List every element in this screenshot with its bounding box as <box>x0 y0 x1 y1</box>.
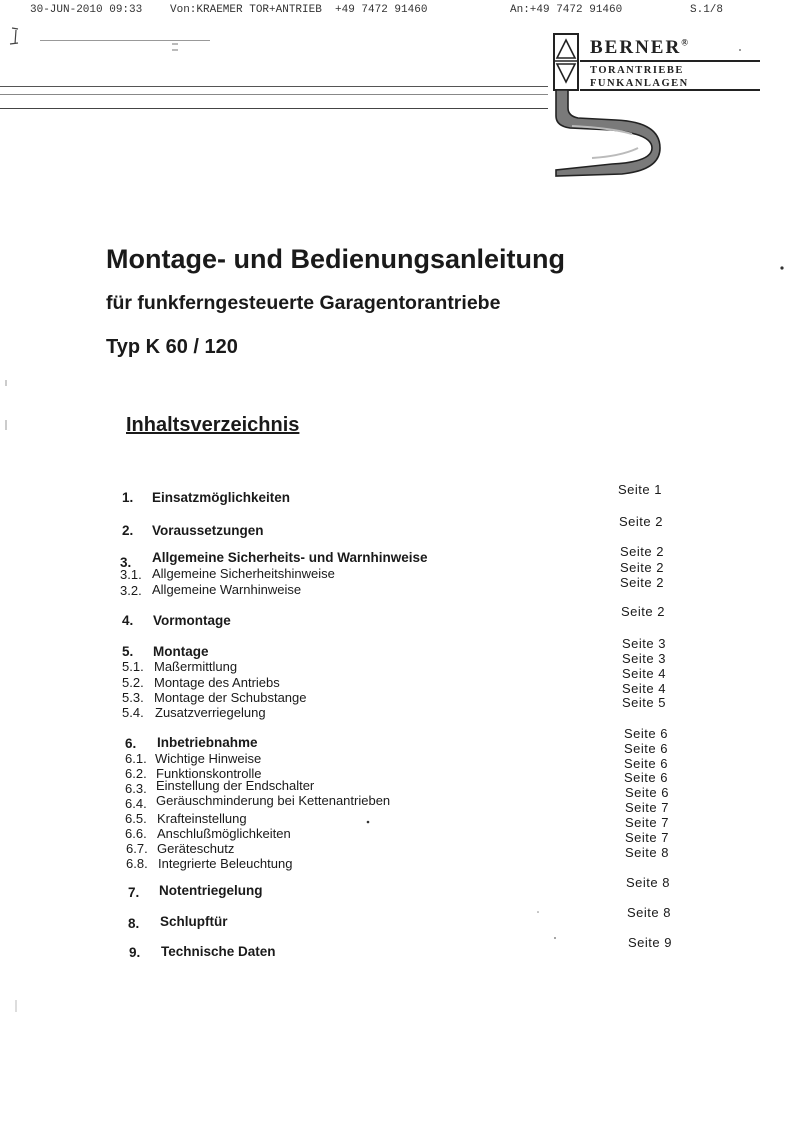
document-subtitle: für funkferngesteuerte Garagentorantriebe <box>106 292 501 314</box>
toc-entry-title: Krafteinstellung <box>157 811 247 826</box>
toc-entry-number: 7. <box>128 885 140 900</box>
toc-entry-page: Seite 2 <box>621 604 665 619</box>
toc-entry-page: Seite 7 <box>625 830 669 845</box>
toc-entry-page: Seite 2 <box>620 560 664 575</box>
toc-entry-number: 5.4. <box>122 705 144 720</box>
toc-entry-page: Seite 6 <box>625 785 669 800</box>
logo-line-torantriebe: TORANTRIEBE <box>590 65 684 76</box>
toc-entry-page: Seite 7 <box>625 800 669 815</box>
toc-entry-page: Seite 6 <box>624 741 668 756</box>
toc-entry-title: Schlupftür <box>160 914 228 929</box>
toc-entry-title: Voraussetzungen <box>152 523 264 538</box>
toc-entry-number: 5. <box>122 644 134 659</box>
toc-entry-number: 3.2. <box>120 583 142 598</box>
toc-entry-page: Seite 4 <box>622 666 666 681</box>
toc-entry-page: Seite 2 <box>620 544 664 559</box>
toc-entry-page: Seite 3 <box>622 651 666 666</box>
fax-datetime: 30-JUN-2010 09:33 <box>30 4 143 16</box>
toc-entry-number: 5.2. <box>122 675 144 690</box>
toc-entry-title: Integrierte Beleuchtung <box>158 856 293 871</box>
document-type: Typ K 60 / 120 <box>106 336 238 358</box>
toc-entry-title: Montage des Antriebs <box>154 675 280 690</box>
toc-entry-number: 4. <box>122 613 134 628</box>
toc-entry-page: Seite 4 <box>622 681 666 696</box>
toc-entry-number: 5.1. <box>122 659 144 674</box>
toc-entry-number: 6.6. <box>125 826 147 841</box>
toc-entry-number: 8. <box>128 916 140 931</box>
toc-entry-number: 6.5. <box>125 811 147 826</box>
toc-entry-number: 6.7. <box>126 841 148 856</box>
document-title: Montage- und Bedienungsanleitung <box>106 244 565 274</box>
toc-entry-title: Allgemeine Warnhinweise <box>152 582 302 597</box>
toc-entry-title: Technische Daten <box>161 944 276 959</box>
toc-entry-page: Seite 6 <box>624 726 668 741</box>
toc-entry-number: 2. <box>122 523 134 538</box>
toc-entry-page: Seite 9 <box>628 935 672 950</box>
toc-entry-title: Anschlußmöglichkeiten <box>157 826 291 841</box>
toc-entry-title: Einstellung der Endschalter <box>156 778 315 793</box>
toc-entry-number: 3. <box>120 555 132 570</box>
toc-entry-title: Einsatzmöglichkeiten <box>152 490 291 505</box>
toc-entry-title: Notentriegelung <box>159 883 263 898</box>
toc-entry-page: Seite 1 <box>618 482 662 497</box>
toc-entry-number: 6.1. <box>125 751 147 766</box>
toc-entry-page: Seite 2 <box>620 575 664 590</box>
toc-entry-page: Seite 7 <box>625 815 669 830</box>
logo-brand-text: BERNER <box>590 37 682 58</box>
toc-entry-title: Geräteschutz <box>157 841 235 856</box>
toc-entry-title: Allgemeine Sicherheits- und Warnhinweise <box>152 550 428 565</box>
toc-entry-page: Seite 8 <box>626 875 670 890</box>
logo-registered-mark: ® <box>681 37 688 48</box>
toc-entry-number: 9. <box>129 945 141 960</box>
toc-entry-title: Wichtige Hinweise <box>155 751 262 766</box>
toc-entry-number: 5.3. <box>122 690 144 705</box>
toc-entry-page: Seite 5 <box>622 695 666 710</box>
toc-entry-page: Seite 8 <box>625 845 669 860</box>
toc-entry-number: 6.8. <box>126 856 148 871</box>
toc-entry-title: Montage der Schubstange <box>154 690 307 705</box>
toc-entry-number: 3.1. <box>120 567 142 582</box>
logo-line-funkanlagen: FUNKANLAGEN <box>590 78 689 89</box>
toc-entry-number: 1. <box>122 490 134 505</box>
fax-recipient: An:+49 7472 91460 <box>510 4 623 16</box>
toc-entry-page: Seite 2 <box>619 514 663 529</box>
toc-heading: Inhaltsverzeichnis <box>126 414 300 436</box>
toc-entry-page: Seite 6 <box>624 756 668 771</box>
toc-entry-page: Seite 8 <box>627 905 671 920</box>
toc-entry-title: Funktionskontrolle <box>156 766 262 781</box>
toc-entry-number: 6. <box>125 736 137 751</box>
toc-entry-number: 6.3. <box>125 781 147 796</box>
toc-entry-title: Zusatzverriegelung <box>155 705 266 720</box>
fax-sender: Von:KRAEMER TOR+ANTRIEB +49 7472 91460 <box>170 4 428 16</box>
toc-entry-title: Allgemeine Sicherheitshinweise <box>152 566 335 581</box>
toc-entry-number: 6.2. <box>125 766 147 781</box>
toc-entry-title: Vormontage <box>153 613 231 628</box>
toc-entry-title: Montage <box>153 644 209 659</box>
toc-entry-title: Geräuschminderung bei Kettenantrieben <box>156 793 391 808</box>
toc-entry-title: Inbetriebnahme <box>157 735 258 750</box>
toc-entry-number: 6.4. <box>125 796 147 811</box>
fax-page-number: S.1/8 <box>690 4 724 16</box>
toc-entry-page: Seite 6 <box>624 770 668 785</box>
toc-entry-title: Maßermittlung <box>154 659 238 674</box>
toc-entry-page: Seite 3 <box>622 636 666 651</box>
